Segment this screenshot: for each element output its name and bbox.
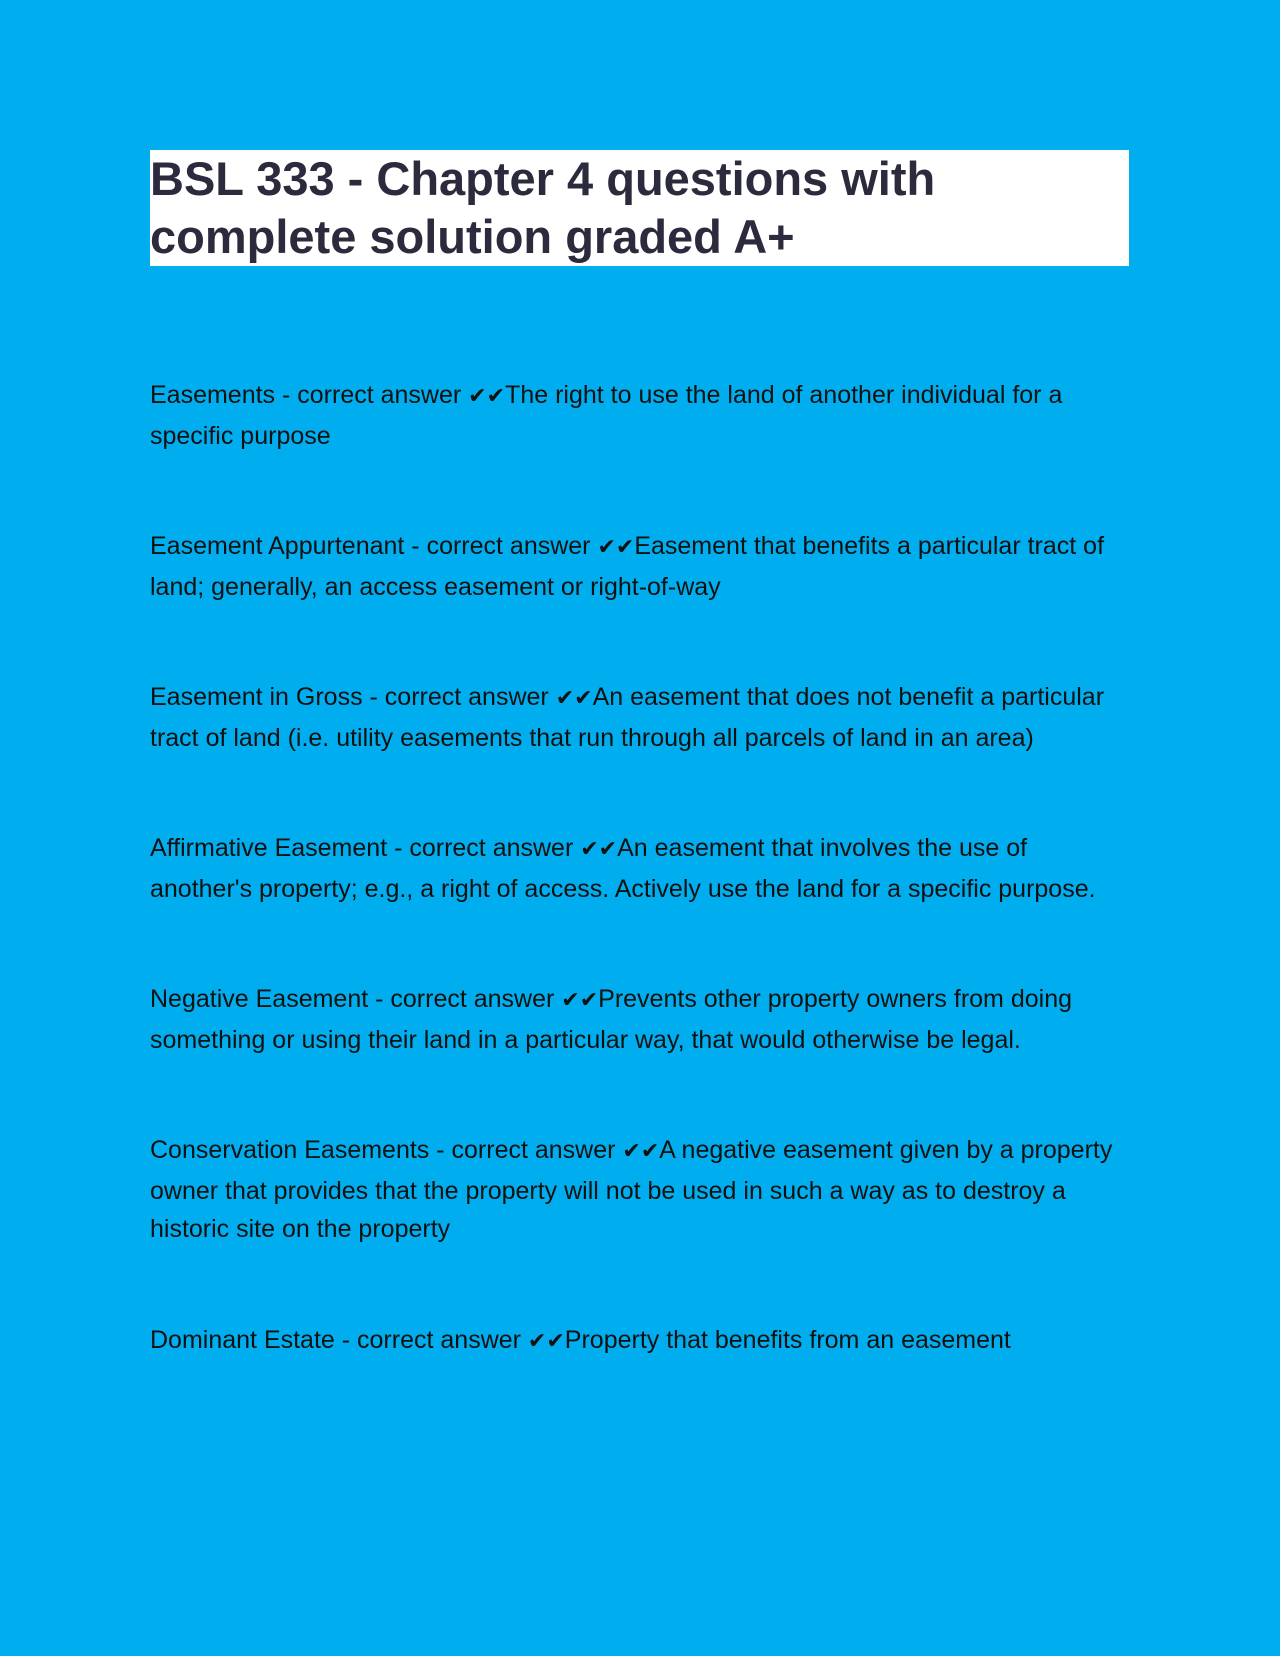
check-icon: ✔✔ [580, 837, 618, 862]
entry-definition: The right to use the land of another individual for a specific purpose [150, 381, 1063, 450]
entry-dominant-estate [150, 1321, 1135, 1362]
title-box [150, 150, 1129, 266]
entry-term: Easements - correct answer [150, 381, 469, 409]
entry-term: Negative Easement - correct answer [150, 985, 562, 1013]
document-title: BSL 333 - Chapter 4 questions with complete solution graded A+ [150, 152, 936, 263]
entry-affirmative-easement [150, 829, 1135, 908]
entry-negative-easement [150, 980, 1135, 1059]
check-icon: ✔✔ [622, 1139, 660, 1164]
entry-definition: An easement that does not benefit a particular tract of land (i.e. utility easements that run through all parcels of land in an area) [150, 683, 1105, 752]
entry-term: Easement Appurtenant - correct answer [150, 532, 598, 560]
entry-easement-in-gross [150, 678, 1135, 757]
check-icon: ✔✔ [468, 384, 506, 409]
entry-term: Conservation Easements - correct answer [150, 1136, 623, 1164]
entry-definition: Property that benefits from an easement [564, 1325, 1011, 1354]
check-icon: ✔✔ [527, 1328, 565, 1354]
entry-definition: Easement that benefits a particular tract of land; generally, an access easement or right-of-way [150, 532, 1105, 601]
check-icon: ✔✔ [597, 535, 635, 560]
entry-definition: Prevents other property owners from doing something or using their land in a particular way, that would otherwise be legal. [150, 985, 1072, 1054]
entry-conservation-easements [150, 1131, 1135, 1249]
check-icon: ✔✔ [561, 988, 599, 1013]
entry-easement-appurtenant [150, 527, 1135, 606]
check-icon: ✔✔ [555, 686, 593, 711]
entry-term: Easement in Gross - correct answer [150, 683, 556, 711]
entry-term: Affirmative Easement - correct answer [150, 834, 581, 862]
entry-term: Dominant Estate - correct answer [150, 1325, 528, 1354]
entry-definition: A negative easement given by a property owner that provides that the property will not be used in such a way as to destroy a historic site on the property [150, 1136, 1113, 1243]
entry-easements [150, 376, 1135, 455]
entries-list [150, 376, 1135, 1361]
entry-definition: An easement that involves the use of another's property; e.g., a right of access. Actively use the land for a specific purpose. [150, 834, 1096, 903]
